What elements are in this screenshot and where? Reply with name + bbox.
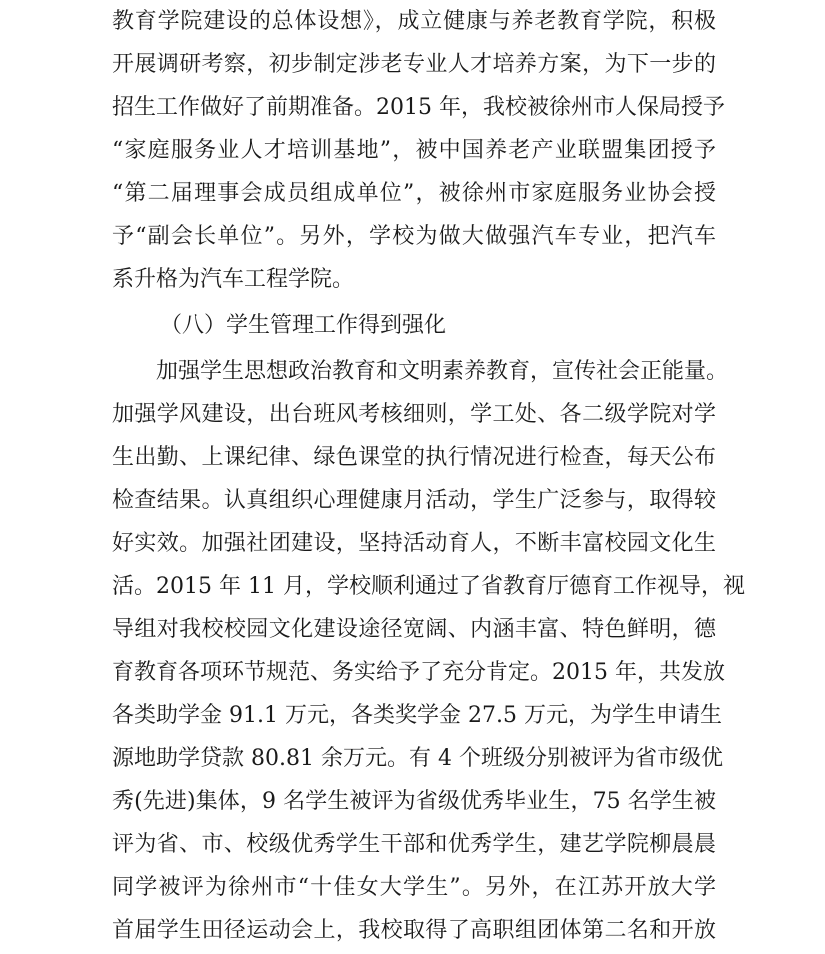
text-line: 加强学生思想政治教育和文明素养教育，宣传社会正能量。 (156, 359, 729, 384)
text-line: 导组对我校校园文化建设途径宽阔、内涵丰富、特色鲜明，德 (112, 617, 716, 642)
text-line: “家庭服务业人才培训基地”，被中国养老产业联盟集团授予 (112, 138, 716, 163)
text-line: 生出勤、上课纪律、绿色课堂的执行情况进行检查，每天公布 (112, 445, 716, 470)
text-line: 予“副会长单位”。另外，学校为做大做强汽车专业，把汽车 (112, 224, 716, 249)
text-line: 育教育各项环节规范、务实给予了充分肯定。2015 年，共发放 (112, 660, 725, 685)
text-line: “第二届理事会成员组成单位”，被徐州市家庭服务业协会授 (112, 181, 716, 206)
text-line: 评为省、市、校级优秀学生干部和优秀学生，建艺学院柳晨晨 (112, 832, 716, 857)
text-line: 教育学院建设的总体设想》，成立健康与养老教育学院，积极 (112, 9, 716, 34)
text-line: 检查结果。认真组织心理健康月活动，学生广泛参与，取得较 (112, 488, 716, 513)
text-line: 加强学风建设，出台班风考核细则，学工处、各二级学院对学 (112, 402, 716, 427)
text-line: 源地助学贷款 80.81 余万元。有 4 个班级分别被评为省市级优 (112, 746, 723, 771)
text-line: 同学被评为徐州市“十佳女大学生”。另外，在江苏开放大学 (112, 875, 716, 900)
text-line: 首届学生田径运动会上，我校取得了高职组团体第二名和开放 (112, 918, 716, 943)
text-line: 招生工作做好了前期准备。2015 年，我校被徐州市人保局授予 (112, 95, 725, 120)
text-line: 各类助学金 91.1 万元，各类奖学金 27.5 万元，为学生申请生 (112, 703, 722, 728)
text-line: 开展调研考察，初步制定涉老专业人才培养方案，为下一步的 (112, 52, 716, 77)
text-line: 系升格为汽车工程学院。 (112, 267, 355, 292)
text-line: 活。2015 年 11 月，学校顺利通过了省教育厅德育工作视导，视 (112, 574, 745, 599)
section-heading: （八）学生管理工作得到强化 (160, 313, 447, 338)
text-line: 秀(先进)集体，9 名学生被评为省级优秀毕业生，75 名学生被 (112, 789, 716, 814)
text-line: 好实效。加强社团建设，坚持活动育人，不断丰富校园文化生 (112, 531, 716, 556)
